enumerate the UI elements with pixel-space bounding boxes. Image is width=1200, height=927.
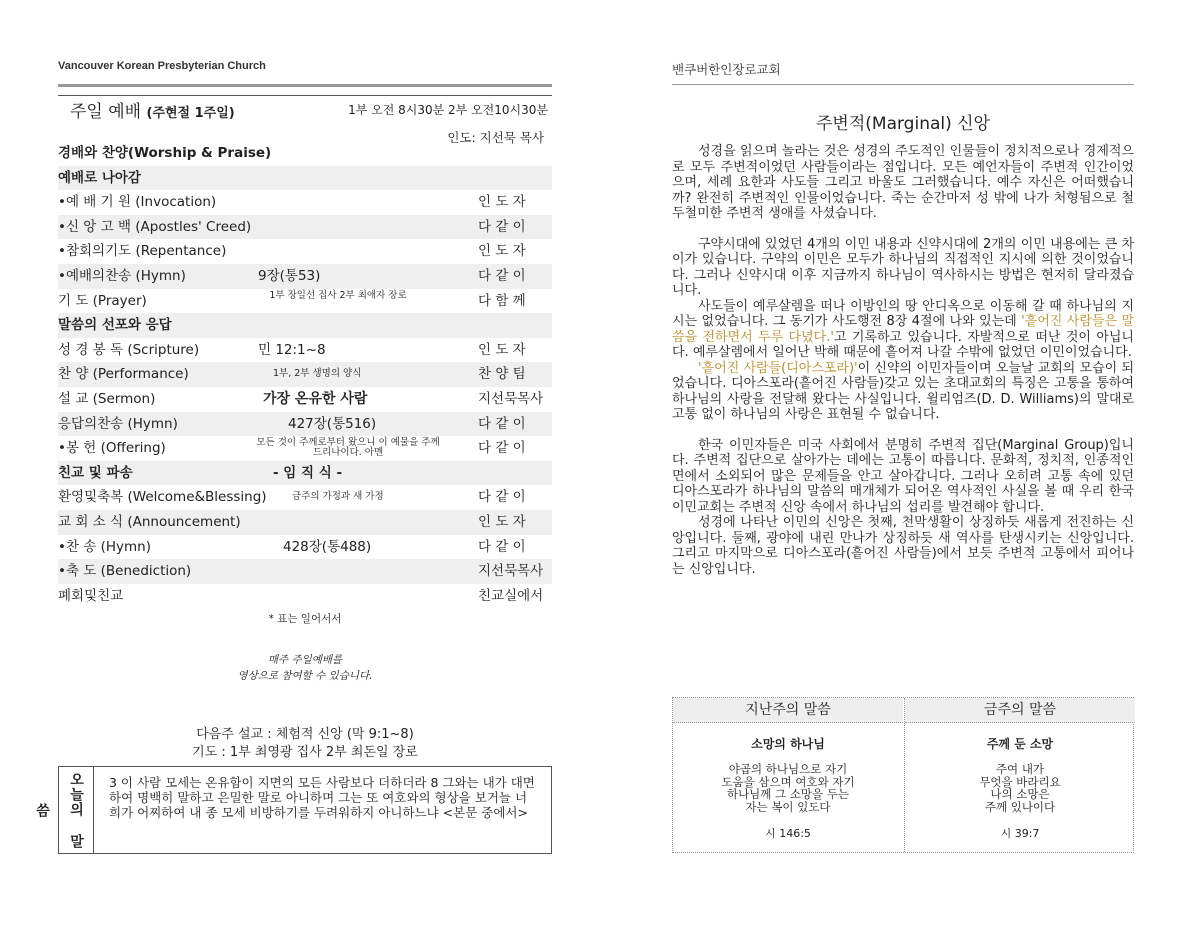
order-row bbox=[58, 264, 552, 289]
service-leader: 인도: 지선묵 목사 bbox=[447, 130, 544, 145]
order-of-worship bbox=[58, 141, 552, 608]
order-item-detail: - 임 직 식 - bbox=[273, 464, 343, 481]
order-item-detail: 모든 것이 주께로부터 왔으니 이 예물을 주께 드리나이다. 아멘 bbox=[256, 437, 440, 459]
order-row bbox=[58, 239, 552, 264]
order-item-label: •참회의기도 (Repentance) bbox=[58, 243, 227, 260]
service-title-bar bbox=[58, 95, 552, 145]
last-week-title: 소망의 하나님 bbox=[751, 737, 825, 751]
order-item-label: •신 앙 고 백 (Apostles' Creed) bbox=[58, 218, 252, 235]
order-item-label: 설 교 (Sermon) bbox=[58, 390, 156, 407]
service-times: 1부 오전 8시30분 2부 오전10시30분 bbox=[348, 103, 548, 117]
last-week-text: 야곱의 하나님으로 자기 도움을 삼으며 여호와 자기 하나님께 그 소망을 두는 자는 복이 있도다 bbox=[721, 762, 855, 814]
this-week-verse bbox=[904, 698, 1135, 852]
order-row bbox=[58, 313, 552, 338]
order-item-person: 다 같 이 bbox=[478, 538, 526, 555]
bulletin-right-page bbox=[672, 60, 1134, 592]
order-row bbox=[58, 535, 552, 560]
order-item-detail: 1부 장일선 집사 2부 최애자 장로 bbox=[269, 289, 407, 301]
order-item-person: 다 같 이 bbox=[478, 489, 526, 506]
header-rule-right bbox=[672, 84, 1134, 85]
verse-table bbox=[672, 697, 1134, 853]
service-name: 주일 예배 (주현절 1주일) bbox=[70, 102, 235, 122]
this-week-reference: 시 39:7 bbox=[1000, 827, 1040, 840]
today-word-label: 오늘의 말씀 bbox=[59, 767, 94, 853]
order-item-person: 인 도 자 bbox=[478, 513, 526, 530]
service-subtitle: (주현절 1주일) bbox=[146, 106, 235, 121]
next-week-sermon: 다음주 설교 : 체험적 신앙 (막 9:1~8) bbox=[196, 727, 414, 743]
order-item-person: 지선묵목사 bbox=[478, 390, 544, 407]
order-row bbox=[58, 215, 552, 240]
order-item-label: 폐회및친교 bbox=[58, 587, 124, 604]
order-item-detail: 428장(통488) bbox=[283, 538, 372, 555]
next-week-info bbox=[58, 726, 552, 762]
order-item-label: 찬 양 (Performance) bbox=[58, 366, 189, 383]
article-paragraph: 구약시대에 있었던 4개의 이민 내용과 신약시대에 2개의 이민 내용에는 큰 차이가 있습니다. 구약의 이민은 모두가 하나님의 직접적인 지시에 의한 것이었습니다. 그러나 신약시대 이후 지금까지 하나님이 역사하시는 방법은 현저히 달라졌습니다. bbox=[672, 236, 1134, 298]
today-word-text: 3 이 사람 모세는 온유함이 지면의 모든 사람보다 더하더라 8 그와는 내가 대면하여 명백히 말하고 은밀한 말로 아니하며 그는 또 여호와의 형상을 보거늘 너희가 어찌하여 내 종 모세 비방하기를 두려워하지 아니하느냐 <본문 중에서> bbox=[109, 775, 535, 820]
order-item-label: •예배의찬송 (Hymn) bbox=[58, 267, 186, 284]
order-item-detail: 1부, 2부 생명의 양식 bbox=[273, 368, 362, 380]
this-week-title: 주께 둔 소망 bbox=[986, 737, 1054, 751]
article-body bbox=[672, 144, 1134, 577]
order-item-person: 친교실에서 bbox=[478, 587, 544, 604]
header-rule bbox=[58, 84, 552, 87]
order-item-person: 인 도 자 bbox=[478, 243, 526, 260]
order-item-person: 다 같 이 bbox=[478, 218, 526, 235]
order-row bbox=[58, 166, 552, 191]
video-note-line-2: 영상으로 참여할 수 있습니다. bbox=[237, 670, 373, 683]
order-item-label: 응답의찬송 (Hymn) bbox=[58, 415, 178, 432]
article-paragraph: 한국 이민자들은 미국 사회에서 분명히 주변적 집단(Marginal Group)입니다. 주변적 집단으로 살아가는 데에는 고통이 따릅니다. 문화적, 정치적, 인종적인 면에서 소외되어 많은 문제들을 안고 살아갑니다. 그러나 오히려 고통 속에 있던 디아스포라가 하나님의 말씀의 매개체가 되어온 역사적인 사실을 볼 때 우리 한국이민교회는 주변적 신앙 속에서 하나님의 섭리를 발견해야 합니다. bbox=[672, 437, 1134, 515]
order-row bbox=[58, 584, 552, 609]
order-item-label: 환영및축복 (Welcome&Blessing) bbox=[58, 489, 267, 506]
highlight-quote: '흩어진 사람들(디아스포라)' bbox=[698, 360, 858, 376]
order-row bbox=[58, 387, 552, 412]
order-row bbox=[58, 141, 552, 166]
order-item-detail: 427장(통516) bbox=[288, 415, 377, 432]
order-item-detail: 9장(통53) bbox=[258, 267, 321, 284]
order-item-person: 인 도 자 bbox=[478, 194, 526, 211]
church-name-korean: 밴쿠버한인장로교회 bbox=[672, 62, 781, 77]
order-item-person: 다 같 이 bbox=[478, 440, 526, 457]
church-name-english: Vancouver Korean Presbyterian Church bbox=[58, 60, 266, 72]
standing-note: * 표는 일어서서 bbox=[268, 613, 342, 626]
order-row bbox=[58, 485, 552, 510]
article-paragraph: 성경을 읽으며 놀라는 것은 성경의 주도적인 인물들이 정치적으로나 경제적으로 모두 주변적이었던 사람들이라는 점입니다. 모든 예언자들이 주변적 인간이었으며, 세례 요한과 사도들 그리고 바울도 그러했습니다. 예수 자신은 어떠했습니까? 완전히 주변적인 인물이었습니다. 죽는 순간마저 성 밖에 나가 처형됨으로 철두철미한 주변적 생애를 사셨습니다. bbox=[672, 144, 1134, 221]
order-item-label: 말씀의 선포와 응답 bbox=[58, 317, 172, 334]
order-item-detail: 가장 온유한 사람 bbox=[263, 390, 368, 407]
order-item-label: •축 도 (Benediction) bbox=[58, 563, 192, 580]
order-item-label: 친교 및 파송 bbox=[58, 464, 133, 481]
bulletin-left-page bbox=[58, 60, 552, 762]
last-week-verse bbox=[673, 698, 903, 852]
article-title: 주변적(Marginal) 신앙 bbox=[816, 114, 990, 134]
highlight-quote: '흩어진 사람들은 말씀을 전하면서 두루 다녔다.' bbox=[672, 314, 1135, 345]
order-item-detail: 민 12:1~8 bbox=[258, 341, 326, 358]
order-item-label: •예 배 기 원 (Invocation) bbox=[58, 194, 217, 211]
order-item-person: 다 같 이 bbox=[478, 267, 526, 284]
order-row bbox=[58, 510, 552, 535]
order-row bbox=[58, 412, 552, 437]
order-item-person: 인 도 자 bbox=[478, 341, 526, 358]
order-item-person: 지선묵목사 bbox=[478, 563, 544, 580]
article-paragraph: 사도들이 예루살렘을 떠나 이방인의 땅 안디옥으로 이동해 갈 때 하나님의 지시는 없었습니다. 그 동기가 사도행전 8장 4절에 나와 있는데 '흩어진 사람들은 말씀을 전하면서 두루 다녔다.'고 기록하고 있습니다. 자발적으로 떠난 것이 아닙니다. 예루살렘에서 일어난 박해 때문에 흩어져 나갈 수밖에 없었던 이민이었습니다. bbox=[672, 298, 1135, 360]
order-item-label: 예배로 나아감 bbox=[58, 169, 141, 186]
order-item-label: 성 경 봉 독 (Scripture) bbox=[58, 341, 200, 358]
this-week-text: 주여 내가 무엇을 바라리요 나의 소망은 주께 있나이다 bbox=[979, 762, 1061, 814]
order-row bbox=[58, 559, 552, 584]
video-note bbox=[58, 652, 552, 684]
order-item-label: •찬 송 (Hymn) bbox=[58, 538, 152, 555]
article-paragraph: '흩어진 사람들(디아스포라)'이 신약의 이민자들이며 오늘날 교회의 모습이 되었습니다. 디아스포라(흩어진 사람들)갖고 있는 초대교회의 특징은 고통을 통하여 하나님의 사랑을 전달해 왔다는 사실입니다. 윌리엄즈(D. D. Williams)의 말대로 고통 없이 하나님의 사랑은 표현될 수 없습니다. bbox=[672, 360, 1134, 422]
order-item-label: 교 회 소 식 (Announcement) bbox=[58, 513, 241, 530]
order-row bbox=[58, 436, 552, 461]
order-item-detail: 금주의 가정과 새 가정 bbox=[292, 491, 384, 503]
article-paragraph: 성경에 나타난 이민의 신앙은 첫째, 천막생활이 상징하듯 새롭게 전진하는 신앙입니다. 둘째, 광야에 내린 만나가 상징하듯 새 역사를 탄생시키는 신앙입니다. 그리고 마지막으로 디아스포라(흩어진 사람들)에서 보듯 주변적 고통에서 피어나는 신앙입니다. bbox=[672, 515, 1134, 577]
last-week-header: 지난주의 말씀 bbox=[673, 698, 903, 723]
order-item-label: 기 도 (Prayer) bbox=[58, 292, 147, 309]
this-week-header: 금주의 말씀 bbox=[905, 698, 1135, 723]
order-item-label: •봉 헌 (Offering) bbox=[58, 440, 166, 457]
last-week-reference: 시 146:5 bbox=[765, 827, 811, 840]
next-week-prayer: 기도 : 1부 최영광 집사 2부 최돈일 장로 bbox=[192, 745, 418, 761]
video-note-line-1: 매주 주일예배를 bbox=[267, 654, 343, 667]
order-row bbox=[58, 190, 552, 215]
order-item-person: 다 같 이 bbox=[478, 415, 526, 432]
today-word-box bbox=[34, 766, 552, 854]
order-row bbox=[58, 289, 552, 314]
order-row bbox=[58, 338, 552, 363]
order-row bbox=[58, 461, 552, 486]
order-item-person: 찬 양 팀 bbox=[478, 366, 526, 383]
order-item-person: 다 함 께 bbox=[478, 292, 526, 309]
order-item-label: 경배와 찬양(Worship & Praise) bbox=[58, 145, 272, 161]
order-row bbox=[58, 362, 552, 387]
